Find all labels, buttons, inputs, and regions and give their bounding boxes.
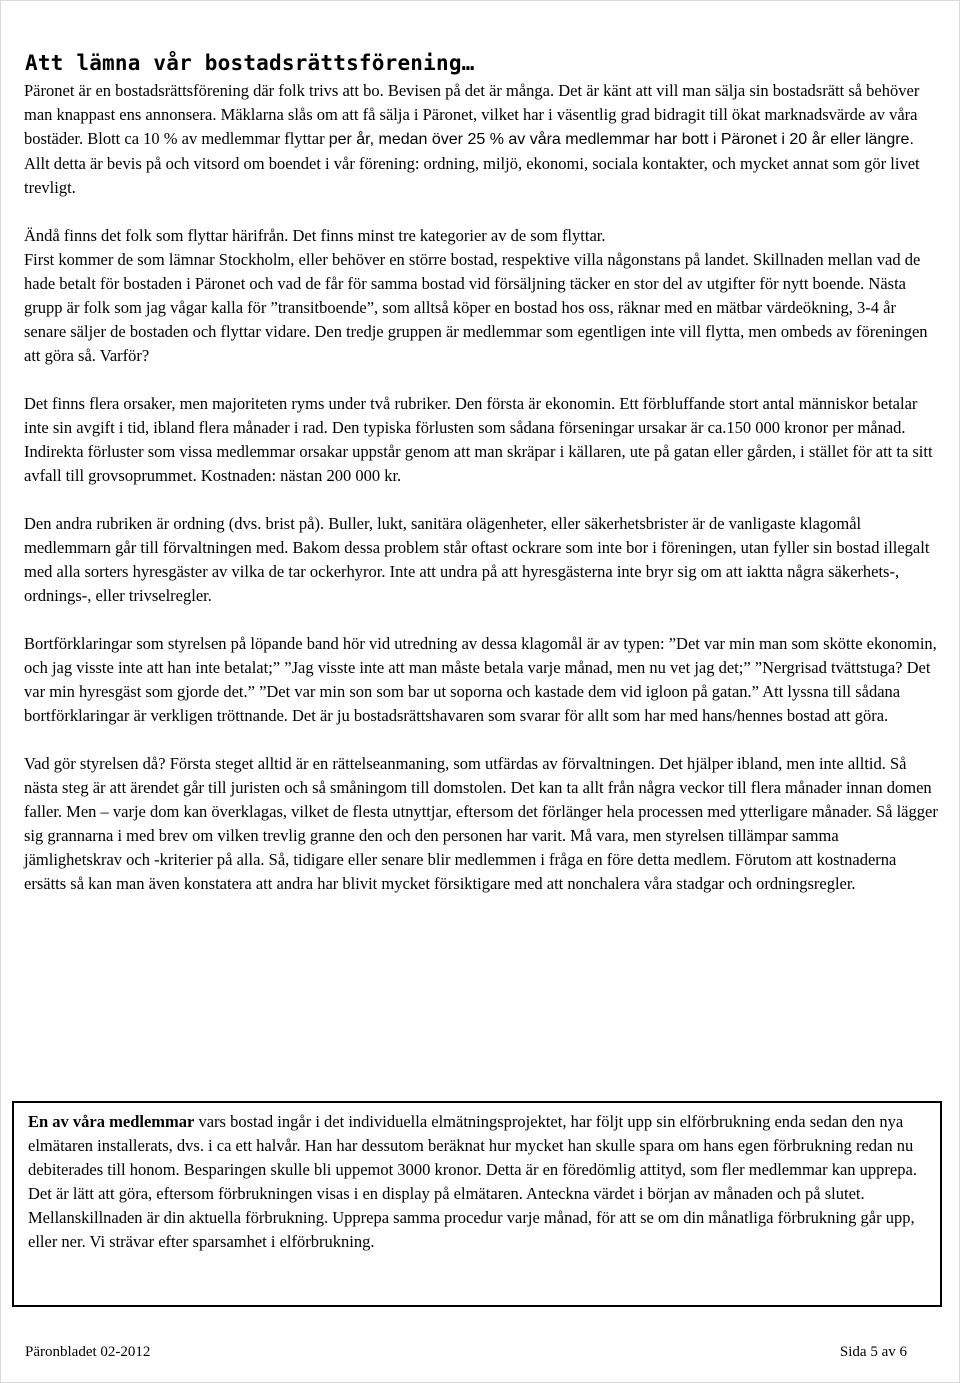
page-title: Att lämna vår bostadsrättsförening… (25, 51, 475, 75)
box-text: vars bostad ingår i det individuella elmätningsprojektet, har följt upp sin elförbrukning enda sedan den nya elmätaren installerats, dvs. i ca ett halvår. Han har dessutom beräknat hur mycket han skulle spara om hans egen förbrukning redan nu debiterades till honom. Besparingen skulle bli uppemot 3000 kronor. Detta är en föredömlig attityd, som fler medlemmar kan upprepa. Det är lätt att göra, eftersom förbrukningen visas i en display på elmätaren. Anteckna värdet i början av månaden och på slutet. Mellanskillnaden är din aktuella förbrukning. Upprepa samma procedur varje månad, för att se om din månatliga förbrukning går upp, eller ner. Vi strävar efter sparsamhet i elförbrukning. (28, 1112, 917, 1251)
article-body (24, 79, 940, 920)
paragraph-groups: First kommer de som lämnar Stockholm, eller behöver en större bostad, respektive villa någonstans på landet. Skillnaden mellan vad de hade betalt för bostaden i Päronet och vad de får för samma bostad vid försäljning täcker en stor del av utgifter för nytt boende. Nästa grupp är folk som jag vågar kalla för ”transitboende”, som alltså köper en bostad hos oss, räknar med en mätbar värdeökning, 3-4 år senare säljer de bostaden och flyttar vidare. Den tredje gruppen är medlemmar som egentligen inte vill flytta, men ombeds av föreningen att göra så. Varför? (24, 250, 928, 365)
member-highlight-box (12, 1101, 942, 1307)
box-bold-lead: En av våra medlemmar (28, 1112, 195, 1131)
paragraph-board-action: Vad gör styrelsen då? Första steget alltid är en rättelseanmaning, som utfärdas av förvaltningen. Det hjälper ibland, men inte alltid. Så nästa steg är att ärendet går till juristen och så småningom till domstolen. Det kan ta allt från några veckor till flera månader innan domen faller. Men – varje dom kan överklagas, vilket de flesta utnyttjar, eftersom det förlänger hela processen med ytterligare månader. Så lägger sig grannarna i med brev om vilken trevlig granne den och den personen har varit. Må vara, men styrelsen tillämpar samma jämlighetskrav och -kriterier på alla. Så, tidigare eller senare blir medlemmen i fråga en före detta medlem. Förutom att kostnaderna ersätts så kan man även konstatera att andra har blivit mycket försiktigare med att nonchalera våra stadgar och ordningsregler. (24, 754, 938, 893)
paragraph-intro-part-1: Päronet är en bostadsrättsförening där folk trivs att bo. Bevisen på det är många. Det är känt att vill man sälja sin bostadsrätt så behöver man knappast ens annonsera. Mäklarna slås om att få sälja i Päronet, vilket har i väsentlig grad bidragit till ökat marknadsvärde av våra bostäder. Blott ca 10 % av medlemmar flyttar (24, 81, 920, 148)
paragraph-intro-part-3: Allt detta är bevis på och vitsord om boendet i vår förening: ordning, miljö, ekonomi, sociala kontakter, och mycket annat som gör livet trevligt. (24, 154, 920, 197)
paragraph-excuses: Bortförklaringar som styrelsen på löpande band hör vid utredning av dessa klagomål är av typen: ”Det var min man som skötte ekonomin, och jag visste inte att han inte betalat;” ”Jag visste inte att man måste betala varje månad, men nu vet jag det;” ”Nergrisad tvättstuga? Det var min hyresgäst som gjorde det.” ”Det var min son som bar ut soporna och kastade dem vid igloon på gatan.” Att lyssna till sådana bortförklaringar är verkligen tröttnande. Det är ju bostadsrättshavaren som svarar för allt som har med hans/hennes bostad att göra. (24, 634, 937, 725)
paragraph-intro (24, 79, 940, 200)
paragraph-economy: Det finns flera orsaker, men majoriteten ryms under två rubriker. Den första är ekonomin. Ett förbluffande stort antal människor betalar inte sin avgift i tid, ibland flera månader i rad. Den typiska förlusten som sådana förseningar ursakar är ca.150 000 kronor per månad. Indirekta förluster som vissa medlemmar orsakar uppstår genom att man skräpar i källaren, ute på gatan eller gården, i stället för att ta sitt avfall till grovsoprummet. Kostnaden: nästan 200 000 kr. (24, 394, 933, 485)
footer-page-number: Sida 5 av 6 (839, 1344, 907, 1360)
paragraph-categories: Ändå finns det folk som flyttar härifrån. Det finns minst tre kategorier av de som flyttar. (24, 226, 606, 245)
footer-publication: Päronbladet 02-2012 (25, 1344, 151, 1360)
paragraph-order: Den andra rubriken är ordning (dvs. brist på). Buller, lukt, sanitära olägenheter, eller säkerhetsbrister är de vanligaste klagomål medlemmarn går till förvaltningen med. Bakom dessa problem står oftast ockrare som inte bor i föreningen, utan fyller sin bostad illegalt med alla sorters hyresgäster av vilka de tar ockerhyror. Inte att undra på att hyresgästerna inte bryr sig om att iaktta några säkerhets-, ordnings-, eller trivselregler. (24, 514, 930, 605)
paragraph-intro-part-2: per år, medan över 25 % av våra medlemmar har bott i Päronet i 20 år eller längre. (328, 131, 914, 148)
